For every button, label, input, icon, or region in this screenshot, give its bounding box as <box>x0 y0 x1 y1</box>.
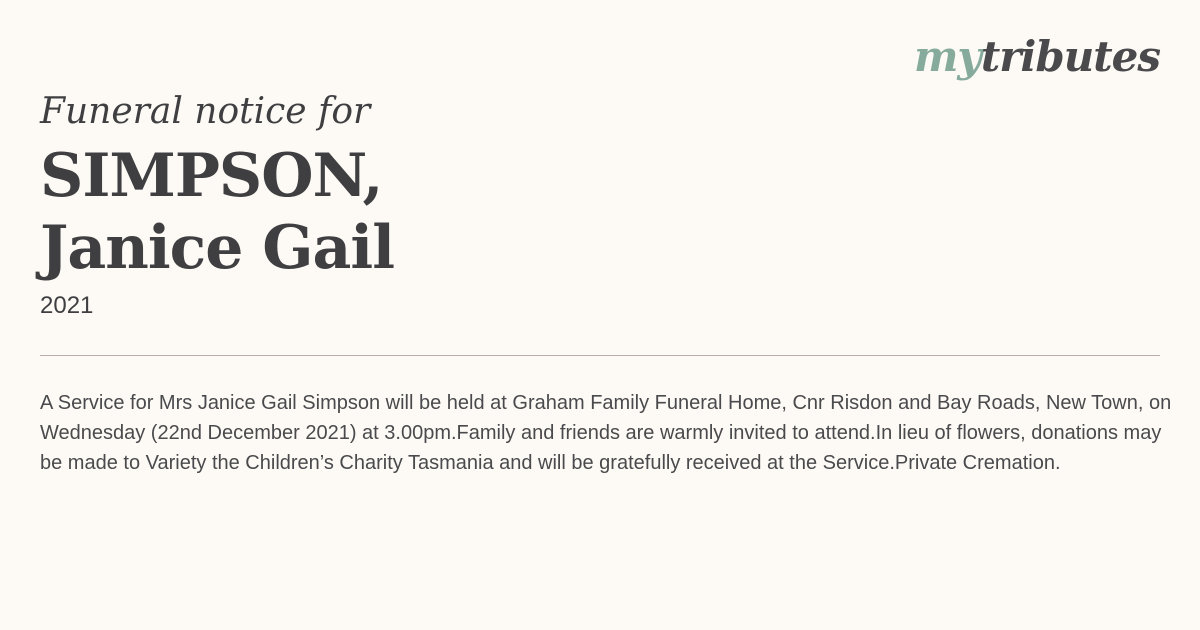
deceased-name <box>40 140 394 284</box>
notice-text: A Service for Mrs Janice Gail Simpson will be held at Graham Family Funeral Home, Cnr Risdon and Bay Roads, New Town, on Wednesday (22nd December 2021) at 3.00pm.Family and friends are warmly invited to attend.In lieu of flowers, donations may be made to Variety the Children’s Charity Tasmania and will be gratefully received at the Service.Private Cremation. <box>40 392 1172 474</box>
notice-year: 2021 <box>40 292 94 319</box>
deceased-given-names: Janice Gail <box>40 213 394 283</box>
mytributes-logo[interactable] <box>913 32 1160 81</box>
divider <box>40 355 1160 356</box>
notice-heading: Funeral notice for <box>40 91 371 132</box>
logo-my: my <box>913 32 981 81</box>
deceased-surname: SIMPSON, <box>40 141 383 211</box>
logo-tributes: tributes <box>980 32 1160 81</box>
